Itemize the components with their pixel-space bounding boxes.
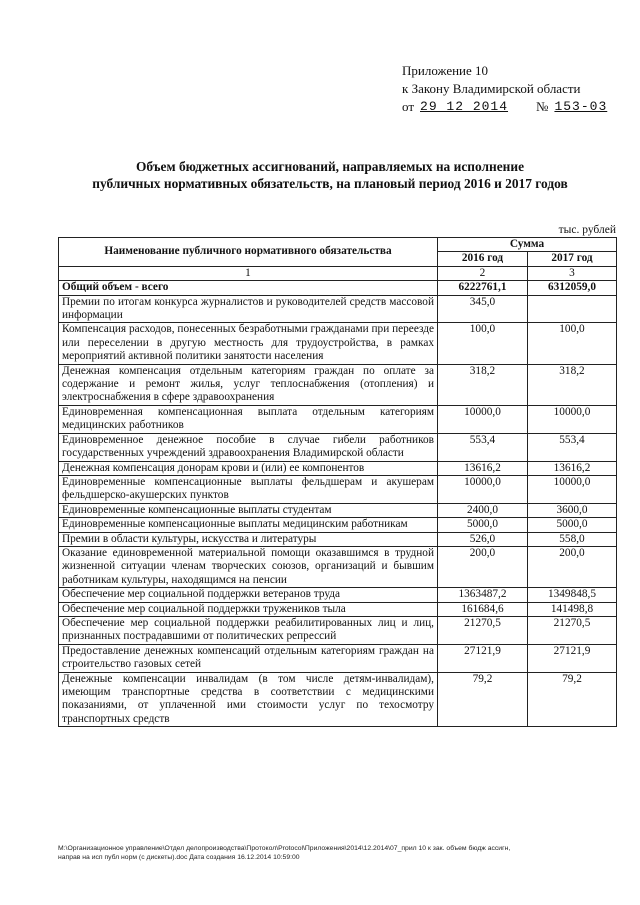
obligation-name-cell: Премии по итогам конкурса журналистов и руководителей средств массовой информации — [59, 295, 438, 323]
obligation-name-cell: Единовременные компенсационные выплаты медицинским работникам — [59, 518, 438, 532]
document-title — [40, 158, 620, 192]
obligation-name-cell: Компенсация расходов, понесенных безработными гражданами при переезде или переселении в другую местность для трудоустройства, в рамках мероприятий активной политики занятости населения — [59, 323, 438, 364]
obligation-name-cell: Единовременная компенсационная выплата отдельным категориям медицинских работников — [59, 405, 438, 433]
obligation-name-cell: Денежные компенсации инвалидам (в том числе детям-инвалидам), имеющим транспортные средства в соответствии с медицинскими показаниями, от уплаченной ими стоимости услуг по техосмотру транспортных средств — [59, 672, 438, 727]
amount-2017-cell: 200,0 — [528, 546, 617, 587]
total-label: Общий объем - всего — [59, 281, 438, 295]
header-sum: Сумма — [438, 238, 617, 252]
amount-2016-cell: 100,0 — [438, 323, 528, 364]
obligation-name-cell: Обеспечение мер социальной поддержки ветеранов труда — [59, 588, 438, 602]
amount-2016-cell: 1363487,2 — [438, 588, 528, 602]
amount-2017-cell: 27121,9 — [528, 644, 617, 672]
table-row — [59, 616, 617, 644]
table-row — [59, 475, 617, 503]
amount-2017-cell: 318,2 — [528, 364, 617, 405]
column-index-2: 2 — [438, 266, 528, 280]
obligation-name-cell: Предоставление денежных компенсаций отдельным категориям граждан на строительство газовых сетей — [59, 644, 438, 672]
total-row — [59, 281, 617, 295]
annex-law-number: 153-03 — [554, 99, 608, 114]
amount-2017-cell: 100,0 — [528, 323, 617, 364]
header-obligation-name: Наименование публичного нормативного обязательства — [59, 238, 438, 267]
amount-2016-cell: 345,0 — [438, 295, 528, 323]
annex-from-label: от — [402, 99, 415, 114]
table-row — [59, 588, 617, 602]
table-row — [59, 518, 617, 532]
table-row — [59, 602, 617, 616]
title-line-2: публичных нормативных обязательств, на плановый период 2016 и 2017 годов — [92, 176, 568, 191]
amount-2016-cell: 5000,0 — [438, 518, 528, 532]
annex-date-number-line — [402, 98, 607, 116]
header-year-2017: 2017 год — [528, 252, 617, 266]
title-line-1: Объем бюджетных ассигнований, направляемых на исполнение — [135, 159, 525, 174]
amount-2016-cell: 318,2 — [438, 364, 528, 405]
table-row — [59, 461, 617, 475]
annex-block — [402, 62, 607, 116]
obligation-name-cell: Обеспечение мер социальной поддержки тружеников тыла — [59, 602, 438, 616]
amount-2017-cell: 3600,0 — [528, 503, 617, 517]
obligation-name-cell: Единовременное денежное пособие в случае гибели работников государственных учреждений здравоохранения Владимирской области — [59, 433, 438, 461]
table-row — [59, 672, 617, 727]
amount-2016-cell: 526,0 — [438, 532, 528, 546]
total-2016: 6222761,1 — [438, 281, 528, 295]
amount-2016-cell: 21270,5 — [438, 616, 528, 644]
obligations-table — [58, 237, 617, 727]
obligation-name-cell: Оказание единовременной материальной помощи оказавшимся в трудной жизненной ситуации членам творческих союзов, организаций и бывшим работникам культуры, находящимся на пенсии — [59, 546, 438, 587]
annex-number-label: № — [536, 99, 549, 114]
table-row — [59, 323, 617, 364]
table-row — [59, 503, 617, 517]
table-row — [59, 532, 617, 546]
table-row — [59, 295, 617, 323]
obligation-name-cell: Денежная компенсация отдельным категориям граждан по оплате за содержание и ремонт жилья, услуг теплоснабжения (отопления) и электроснабжения в сфере здравоохранения — [59, 364, 438, 405]
table-row — [59, 546, 617, 587]
table-row — [59, 405, 617, 433]
amount-2016-cell: 553,4 — [438, 433, 528, 461]
obligation-name-cell: Единовременные компенсационные выплаты фельдшерам и акушерам фельдшерско-акушерских пунктов — [59, 475, 438, 503]
amount-2016-cell: 13616,2 — [438, 461, 528, 475]
amount-2016-cell: 10000,0 — [438, 405, 528, 433]
obligation-name-cell: Премии в области культуры, искусства и литературы — [59, 532, 438, 546]
table-row — [59, 364, 617, 405]
amount-2017-cell: 1349848,5 — [528, 588, 617, 602]
annex-date: 29 12 2014 — [420, 99, 509, 114]
total-2017: 6312059,0 — [528, 281, 617, 295]
column-index-3: 3 — [528, 266, 617, 280]
amount-2016-cell: 27121,9 — [438, 644, 528, 672]
column-index-1: 1 — [59, 266, 438, 280]
amount-2016-cell: 200,0 — [438, 546, 528, 587]
amount-2017-cell: 558,0 — [528, 532, 617, 546]
amount-2017-cell: 553,4 — [528, 433, 617, 461]
amount-2017-cell: 5000,0 — [528, 518, 617, 532]
file-path-footer — [58, 844, 618, 862]
header-year-2016: 2016 год — [438, 252, 528, 266]
units-label: тыс. рублей — [558, 224, 616, 236]
obligation-name-cell: Обеспечение мер социальной поддержки реабилитированных лиц и лиц, признанных пострадавшими от политических репрессий — [59, 616, 438, 644]
footer-line-1: М:\Организационное управление\Отдел делопроизводства\Протокол\Protocol\Приложения\2014\12.2014\07_прил 10 к зак. объем бюдж ассигн, — [58, 845, 511, 852]
amount-2017-cell: 10000,0 — [528, 475, 617, 503]
amount-2016-cell: 10000,0 — [438, 475, 528, 503]
amount-2017-cell — [528, 295, 617, 323]
table-header-row — [59, 238, 617, 252]
amount-2016-cell: 161684,6 — [438, 602, 528, 616]
obligation-name-cell: Единовременные компенсационные выплаты студентам — [59, 503, 438, 517]
amount-2016-cell: 2400,0 — [438, 503, 528, 517]
obligation-name-cell: Денежная компенсация донорам крови и (или) ее компонентов — [59, 461, 438, 475]
footer-line-2: направ на исп публ норм (с дискеты).doc Дата создания 16.12.2014 10:59:00 — [58, 854, 300, 861]
amount-2017-cell: 21270,5 — [528, 616, 617, 644]
amount-2017-cell: 10000,0 — [528, 405, 617, 433]
amount-2016-cell: 79,2 — [438, 672, 528, 727]
annex-law-reference: к Закону Владимирской области — [402, 81, 581, 96]
column-index-row — [59, 266, 617, 280]
amount-2017-cell: 79,2 — [528, 672, 617, 727]
amount-2017-cell: 13616,2 — [528, 461, 617, 475]
annex-number: Приложение 10 — [402, 63, 489, 78]
table-row — [59, 644, 617, 672]
amount-2017-cell: 141498,8 — [528, 602, 617, 616]
table-row — [59, 433, 617, 461]
